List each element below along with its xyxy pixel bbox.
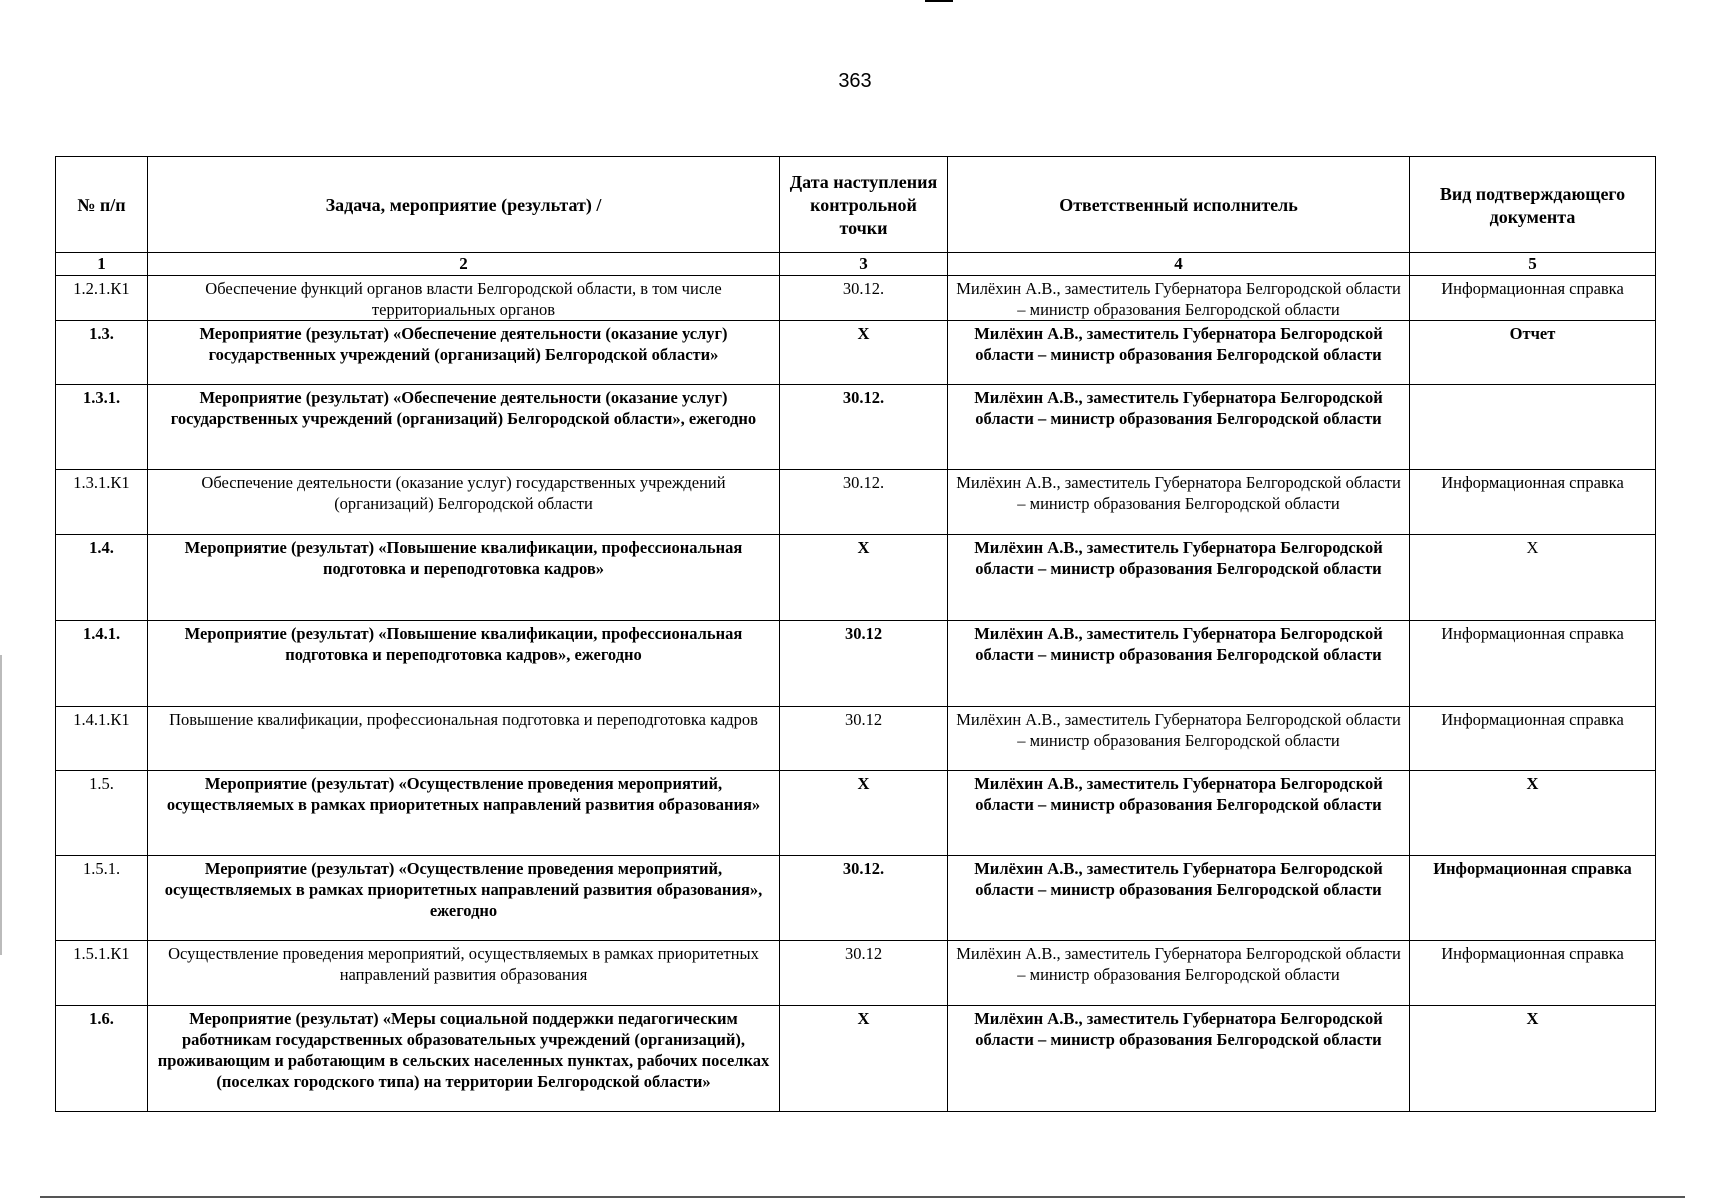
row-task: Мероприятие (результат) «Повышение квалификации, профессиональная подготовка и переподготовка кадров», ежегодно xyxy=(148,621,780,707)
row-number: 1.5. xyxy=(56,771,148,856)
row-document-type: Информационная справка xyxy=(1410,707,1656,771)
row-number: 1.3.1. xyxy=(56,385,148,470)
top-edge-mark xyxy=(925,0,953,2)
column-number: 4 xyxy=(948,253,1410,276)
row-task: Мероприятие (результат) «Повышение квалификации, профессиональная подготовка и переподготовка кадров» xyxy=(148,535,780,621)
table-row xyxy=(56,621,1656,707)
row-document-type: Отчет xyxy=(1410,321,1656,385)
row-document-type: X xyxy=(1410,535,1656,621)
row-responsible: Милёхин А.В., заместитель Губернатора Белгородской области – министр образования Белгородской области xyxy=(948,276,1410,321)
row-date: 30.12 xyxy=(780,941,948,1006)
row-date: 30.12 xyxy=(780,621,948,707)
row-number: 1.2.1.К1 xyxy=(56,276,148,321)
row-document-type: Информационная справка xyxy=(1410,856,1656,941)
control-points-table-wrapper xyxy=(55,156,1655,1112)
row-responsible: Милёхин А.В., заместитель Губернатора Белгородской области – министр образования Белгородской области xyxy=(948,1006,1410,1112)
scan-edge-line xyxy=(0,655,2,955)
row-document-type: Информационная справка xyxy=(1410,470,1656,535)
row-responsible: Милёхин А.В., заместитель Губернатора Белгородской области – министр образования Белгородской области xyxy=(948,621,1410,707)
row-document-type: Информационная справка xyxy=(1410,621,1656,707)
table-row xyxy=(56,276,1656,321)
column-number: 3 xyxy=(780,253,948,276)
table-row xyxy=(56,321,1656,385)
header-responsible: Ответственный исполнитель xyxy=(948,157,1410,253)
row-responsible: Милёхин А.В., заместитель Губернатора Белгородской области – министр образования Белгородской области xyxy=(948,470,1410,535)
row-date: 30.12. xyxy=(780,276,948,321)
row-document-type: Информационная справка xyxy=(1410,276,1656,321)
row-date: X xyxy=(780,321,948,385)
row-document-type: X xyxy=(1410,1006,1656,1112)
row-responsible: Милёхин А.В., заместитель Губернатора Белгородской области – министр образования Белгородской области xyxy=(948,941,1410,1006)
table-row xyxy=(56,1006,1656,1112)
scan-bottom-edge xyxy=(40,1196,1685,1198)
row-date: 30.12. xyxy=(780,385,948,470)
row-date: X xyxy=(780,1006,948,1112)
row-document-type: Информационная справка xyxy=(1410,941,1656,1006)
row-task: Мероприятие (результат) «Обеспечение деятельности (оказание услуг) государственных учреждений (организаций) Белгородской области», ежегодно xyxy=(148,385,780,470)
row-date: 30.12. xyxy=(780,856,948,941)
row-task: Мероприятие (результат) «Обеспечение деятельности (оказание услуг) государственных учреждений (организаций) Белгородской области» xyxy=(148,321,780,385)
row-number: 1.6. xyxy=(56,1006,148,1112)
table-row xyxy=(56,771,1656,856)
row-responsible: Милёхин А.В., заместитель Губернатора Белгородской области – министр образования Белгородской области xyxy=(948,771,1410,856)
row-task: Обеспечение функций органов власти Белгородской области, в том числе территориальных органов xyxy=(148,276,780,321)
column-number: 2 xyxy=(148,253,780,276)
column-number: 1 xyxy=(56,253,148,276)
row-number: 1.5.1.К1 xyxy=(56,941,148,1006)
control-points-table xyxy=(55,156,1656,1112)
row-task: Повышение квалификации, профессиональная подготовка и переподготовка кадров xyxy=(148,707,780,771)
page-number: 363 xyxy=(838,70,872,92)
table-row xyxy=(56,535,1656,621)
row-task: Мероприятие (результат) «Осуществление проведения мероприятий, осуществляемых в рамках приоритетных направлений развития образования» xyxy=(148,771,780,856)
row-responsible: Милёхин А.В., заместитель Губернатора Белгородской области – министр образования Белгородской области xyxy=(948,856,1410,941)
row-number: 1.4. xyxy=(56,535,148,621)
row-responsible: Милёхин А.В., заместитель Губернатора Белгородской области – министр образования Белгородской области xyxy=(948,385,1410,470)
table-row xyxy=(56,385,1656,470)
row-document-type xyxy=(1410,385,1656,470)
table-row xyxy=(56,941,1656,1006)
row-date: 30.12. xyxy=(780,470,948,535)
row-date: X xyxy=(780,771,948,856)
row-number: 1.4.1.К1 xyxy=(56,707,148,771)
row-responsible: Милёхин А.В., заместитель Губернатора Белгородской области – министр образования Белгородской области xyxy=(948,321,1410,385)
row-task: Обеспечение деятельности (оказание услуг) государственных учреждений (организаций) Белгородской области xyxy=(148,470,780,535)
header-number: № п/п xyxy=(56,157,148,253)
row-number: 1.3. xyxy=(56,321,148,385)
row-date: X xyxy=(780,535,948,621)
header-task: Задача, мероприятие (результат) / xyxy=(148,157,780,253)
table-row xyxy=(56,470,1656,535)
header-row xyxy=(56,157,1656,253)
row-responsible: Милёхин А.В., заместитель Губернатора Белгородской области – министр образования Белгородской области xyxy=(948,535,1410,621)
row-responsible: Милёхин А.В., заместитель Губернатора Белгородской области – министр образования Белгородской области xyxy=(948,707,1410,771)
header-document-type: Вид подтверждающего документа xyxy=(1410,157,1656,253)
column-number: 5 xyxy=(1410,253,1656,276)
row-task: Мероприятие (результат) «Осуществление проведения мероприятий, осуществляемых в рамках приоритетных направлений развития образования», ежегодно xyxy=(148,856,780,941)
row-date: 30.12 xyxy=(780,707,948,771)
row-document-type: X xyxy=(1410,771,1656,856)
row-number: 1.4.1. xyxy=(56,621,148,707)
row-number: 1.5.1. xyxy=(56,856,148,941)
table-row xyxy=(56,856,1656,941)
column-number-row xyxy=(56,253,1656,276)
header-date: Дата наступления контрольной точки xyxy=(780,157,948,253)
row-task: Мероприятие (результат) «Меры социальной поддержки педагогическим работникам государственных образовательных учреждений (организаций), проживающим и работающим в сельских населенных пунктах, рабочих поселках (поселках городского типа) на территории Белгородской области» xyxy=(148,1006,780,1112)
table-row xyxy=(56,707,1656,771)
row-task: Осуществление проведения мероприятий, осуществляемых в рамках приоритетных направлений развития образования xyxy=(148,941,780,1006)
row-number: 1.3.1.К1 xyxy=(56,470,148,535)
